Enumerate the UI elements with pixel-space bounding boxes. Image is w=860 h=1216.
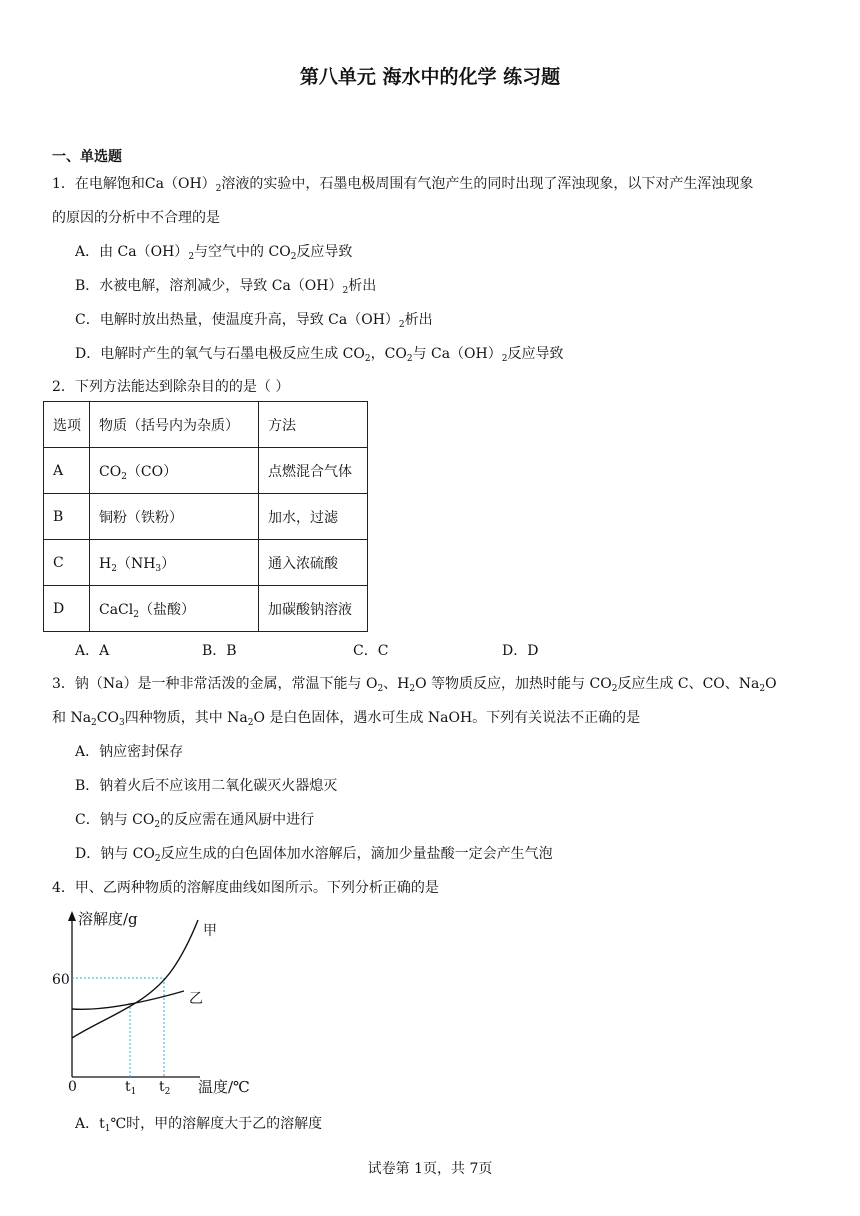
table-cell-option: A [44, 448, 90, 494]
q1-stem-line1: 1．在电解饱和$Ca(OH)_2$溶液的实验中，石墨电极周围有气泡产生的同时出现了浑浊现象，以下对产生浑浊现象 [52, 176, 754, 194]
q4-stem: 4．甲、乙两种物质的溶解度曲线如图所示。下列分析正确的是 [52, 880, 439, 896]
table-cell-method: 加水，过滤 [259, 494, 368, 540]
series-label-jia: 甲 [203, 923, 217, 939]
table-row [44, 494, 368, 540]
table-cell-method: 加碳酸钠溶液 [259, 586, 368, 632]
page-footer: 试卷第 1页，共 7页 [367, 1161, 493, 1177]
table-row [44, 448, 368, 494]
table-cell-substance: $H_2(NH_3)$ [90, 540, 259, 586]
table-row [44, 586, 368, 632]
y-axis-label: 溶解度/g [78, 910, 138, 928]
table-header-cell: 方法 [259, 402, 368, 448]
q1-stem-line2: 的原因的分析中不合理的是 [52, 210, 220, 226]
q1-option-a: A．由 $Ca(OH)_2$与空气中的 $CO_2$反应导致 [75, 244, 353, 262]
table-cell-option: B [44, 494, 90, 540]
table-cell-substance: CaCl$_2$（盐酸） [90, 586, 259, 632]
table-cell-option: C [44, 540, 90, 586]
table-header-cell: 选项 [44, 402, 90, 448]
q3-option-b: B．钠着火后不应该用二氧化碳灭火器熄灭 [75, 778, 338, 794]
q3-option-a: A．钠应密封保存 [75, 744, 184, 760]
solubility-chart [52, 905, 262, 1095]
table-cell-method: 点燃混合气体 [259, 448, 368, 494]
q2-choice-d: D．D [502, 643, 539, 659]
q1-option-c: C．电解时放出热量，使温度升高，导致 $Ca(OH)_2$析出 [75, 312, 433, 330]
curve-jia [72, 920, 198, 1038]
x-tick-t1: $t_1$ [125, 1079, 137, 1095]
q3-option-d: D．钠与 $CO_2$反应生成的白色固体加水溶解后，滴加少量盐酸一定会产生气泡 [75, 846, 553, 864]
q1-option-d: D．电解时产生的氧气与石墨电极反应生成 $CO_2$，$CO_2$与 $Ca(OH)_2$反应导致 [75, 346, 564, 364]
table-cell-option: D [44, 586, 90, 632]
q2-stem: 2．下列方法能达到除杂目的的是（ ） [52, 379, 290, 395]
origin-label: 0 [68, 1079, 77, 1095]
y-tick-60: 60 [52, 972, 70, 988]
y-axis-arrow [68, 911, 76, 921]
q2-choice-c: C．C [353, 643, 389, 659]
q2-choice-a: A．A [75, 643, 110, 659]
page-title: 第八单元 海水中的化学 练习题 [299, 66, 561, 88]
series-label-yi: 乙 [189, 991, 203, 1007]
q3-option-c: C．钠与 $CO_2$的反应需在通风厨中进行 [75, 812, 315, 830]
q1-option-b: B．水被电解，溶剂减少，导致 $Ca(OH)_2$析出 [75, 278, 377, 296]
table-cell-method: 通入浓硫酸 [259, 540, 368, 586]
table-header-cell: 物质（括号内为杂质） [90, 402, 259, 448]
table-cell-substance: $CO_2(CO)$ [90, 448, 259, 494]
table-cell-substance: 铜粉（铁粉） [90, 494, 259, 540]
section-heading: 一、单选题 [52, 149, 122, 165]
q3-stem-line2: 和 $Na_2CO_3$四种物质，其中 $Na_2O$ 是白色固体，遇水可生成 NaOH。下列有关说法不正确的是 [52, 710, 641, 728]
q2-choice-b: B．B [202, 643, 237, 659]
x-axis-label: 温度/℃ [198, 1078, 250, 1095]
q4-option-a: A．$t_1℃$时，甲的溶解度大于乙的溶解度 [75, 1116, 323, 1134]
table-row [44, 540, 368, 586]
q2-table [43, 401, 368, 632]
q3-stem-line1: 3．钠（Na）是一种非常活泼的金属，常温下能与 $O_2$、$H_2O$ 等物质反应，加热时能与 $CO_2$反应生成 C、CO、$Na_2O$ [52, 676, 777, 694]
x-tick-t2: $t_2$ [159, 1079, 171, 1095]
table-header-row [44, 402, 368, 448]
curve-yi [72, 991, 184, 1009]
